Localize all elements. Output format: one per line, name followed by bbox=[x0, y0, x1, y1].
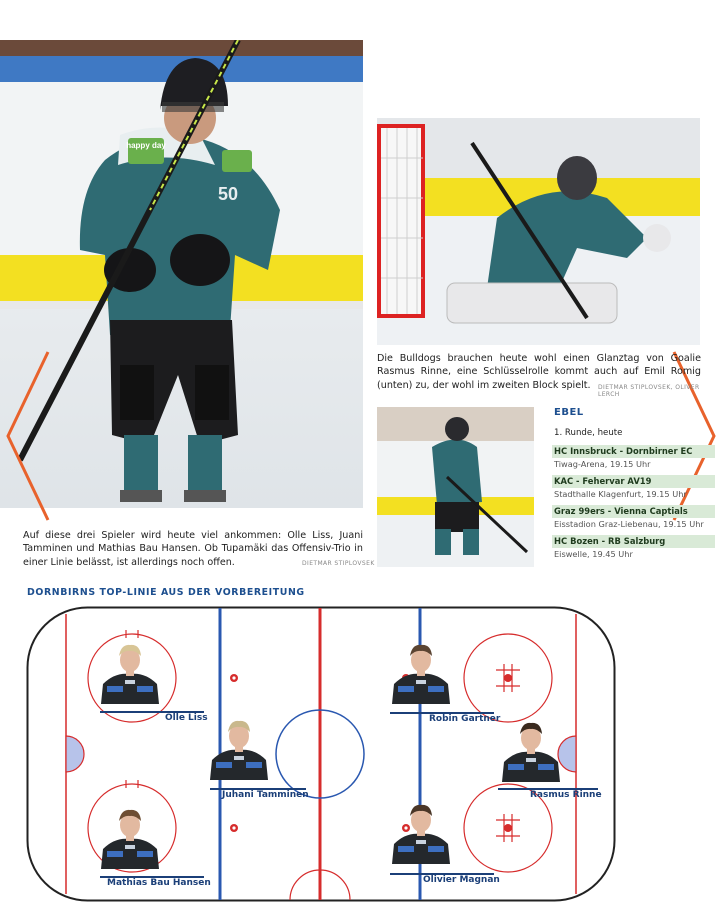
player-name: Rasmus Rinne bbox=[530, 790, 602, 800]
player-photo bbox=[206, 716, 272, 780]
game-3 bbox=[552, 505, 715, 530]
player-name: Olle Liss bbox=[165, 713, 208, 723]
main-photo-caption: Auf diese drei Spieler wird heute viel ankommen: Olle Liss, Juani Tamminen und Mathias Bau Hansen. Ob Tupamäki das Offensiv-Trio in einer Linie belässt, ist allerdings noch offen. bbox=[23, 530, 363, 568]
lineup-title: DORNBIRNS TOP-LINIE AUS DER VORBEREITUNG bbox=[27, 587, 305, 598]
jersey-number: 50 bbox=[218, 184, 239, 204]
player-name: Olivier Magnan bbox=[423, 875, 500, 885]
player-photo bbox=[388, 800, 454, 864]
goalie-photo bbox=[377, 118, 700, 345]
player-photo bbox=[388, 640, 454, 704]
ebel-round: 1. Runde, heute bbox=[554, 428, 623, 438]
sponsor-logo: happy day bbox=[126, 141, 166, 150]
main-photo-credit: DIETMAR STIPLOVSEK bbox=[302, 560, 375, 567]
skater-photo bbox=[377, 407, 534, 567]
game-1 bbox=[552, 445, 715, 470]
goalie-photo-credit: DIETMAR STIPLOVSEK, OLIVER LERCH bbox=[598, 384, 700, 398]
game-2 bbox=[552, 475, 715, 500]
player-name: Mathias Bau Hansen bbox=[107, 878, 211, 888]
ebel-title: EBEL bbox=[554, 407, 584, 418]
game-venue: Eisstadion Graz-Liebenau, 19.15 Uhr bbox=[554, 519, 704, 529]
game-teams: HC Innsbruck - Dornbirner EC bbox=[552, 445, 715, 458]
game-teams: Graz 99ers - Vienna Captials bbox=[552, 505, 715, 518]
chevron-left-icon bbox=[4, 350, 50, 522]
player-name: Robin Gartner bbox=[429, 714, 501, 724]
game-venue: Stadthalle Klagenfurt, 19.15 Uhr bbox=[554, 489, 687, 499]
game-teams: KAC - Fehervar AV19 bbox=[552, 475, 715, 488]
player-name: Juhani Tamminen bbox=[222, 790, 309, 800]
game-teams: HC Bozen - RB Salzburg bbox=[552, 535, 715, 548]
player-photo bbox=[97, 805, 163, 869]
goalie-photo-caption: Die Bulldogs brauchen heute wohl einen Glanztag von Goalie Rasmus Rinne, eine Schlüsselrolle kommt auch auf Emil Romig (unten) zu, der wohl im zweiten Block spielt. bbox=[377, 353, 701, 391]
game-venue: Eiswelle, 19.45 Uhr bbox=[554, 549, 633, 559]
game-4 bbox=[552, 535, 715, 560]
game-venue: Tiwag-Arena, 19.15 Uhr bbox=[554, 459, 651, 469]
player-photo bbox=[97, 640, 163, 704]
main-player-photo bbox=[0, 40, 363, 508]
player-photo bbox=[498, 718, 564, 782]
